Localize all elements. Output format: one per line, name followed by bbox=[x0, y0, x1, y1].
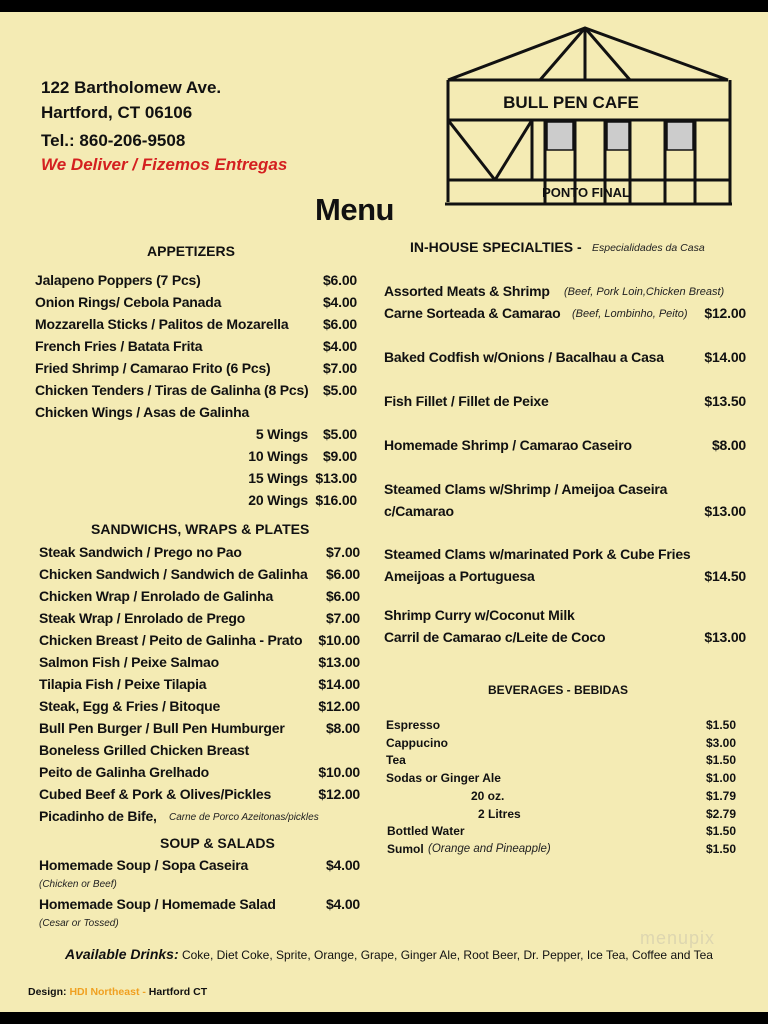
menu-item-name: Steak Sandwich / Prego no Pao bbox=[39, 544, 242, 560]
available-drinks bbox=[65, 946, 713, 962]
beverage-price: $1.50 bbox=[705, 824, 736, 839]
available-drinks-label: Available Drinks: bbox=[65, 946, 179, 962]
menu-item-name: Chicken Breast / Peito de Galinha - Prato bbox=[39, 632, 303, 648]
section-subheading: Especialidades da Casa bbox=[592, 242, 705, 254]
menu-item-price: $12.00 bbox=[318, 786, 360, 802]
wings-price: $9.00 bbox=[322, 448, 357, 464]
bottom-bar bbox=[0, 1012, 768, 1024]
top-bar bbox=[0, 0, 768, 12]
design-city: Hartford CT bbox=[148, 986, 208, 998]
cafe-logo bbox=[440, 22, 740, 212]
beverage-name: Cappucino bbox=[386, 735, 448, 750]
menu-item-note: (Cesar or Tossed) bbox=[39, 918, 119, 929]
beverage-price: $2.79 bbox=[705, 806, 736, 821]
beverage-name: Espresso bbox=[386, 718, 441, 732]
page-title: Menu bbox=[315, 192, 394, 227]
delivery-note: We Deliver / Fizemos Entregas bbox=[41, 155, 288, 174]
phone: Tel.: 860-206-9508 bbox=[41, 131, 186, 150]
specialty-price: $14.00 bbox=[704, 349, 746, 365]
menu-item-price: $10.00 bbox=[318, 764, 360, 780]
menu-item-price: $7.00 bbox=[325, 610, 360, 626]
menu-item-price: $4.00 bbox=[322, 338, 357, 354]
menu-item-name: Boneless Grilled Chicken Breast bbox=[39, 742, 250, 758]
specialty-name-line2: Carne Sorteada & Camarao bbox=[384, 305, 561, 321]
specialty-name-line2: Carril de Camarao c/Leite de Coco bbox=[384, 629, 606, 645]
design-credit bbox=[28, 986, 207, 998]
specialty-name: Assorted Meats & Shrimp bbox=[384, 283, 550, 299]
beverage-price: $1.50 bbox=[705, 841, 736, 856]
beverage-name: Sodas or Ginger Ale bbox=[386, 771, 501, 786]
menu-item-price: $4.00 bbox=[325, 896, 360, 912]
menu-item-price: $14.00 bbox=[318, 676, 360, 692]
menu-item-price: $6.00 bbox=[322, 316, 357, 332]
address-line-2: Hartford, CT 06106 bbox=[41, 103, 193, 122]
logo-name: BULL PEN CAFE bbox=[503, 93, 639, 112]
menu-item-name: French Fries / Batata Frita bbox=[35, 338, 203, 354]
menu-item-note: Carne de Porco Azeitonas/pickles bbox=[169, 812, 319, 823]
specialty-name: Baked Codfish w/Onions / Bacalhau a Casa bbox=[384, 349, 664, 365]
wings-price: $5.00 bbox=[322, 426, 357, 442]
wings-count: 5 Wings bbox=[255, 426, 308, 442]
menu-item-price: $7.00 bbox=[325, 544, 360, 560]
menu-item-price: $5.00 bbox=[322, 382, 357, 398]
section-heading: SANDWICHS, WRAPS & PLATES bbox=[91, 521, 310, 537]
section-heading: BEVERAGES - BEBIDAS bbox=[488, 683, 629, 697]
menu-item-price: $4.00 bbox=[325, 857, 360, 873]
wings-price: $16.00 bbox=[315, 492, 357, 508]
address-line-1: 122 Bartholomew Ave. bbox=[41, 78, 222, 97]
beverage-name: Sumol bbox=[387, 841, 424, 856]
menu-item-price: $12.00 bbox=[318, 698, 360, 714]
design-label: Design: bbox=[28, 986, 67, 998]
menu-item-name: Salmon Fish / Peixe Salmao bbox=[39, 654, 219, 670]
menu-item-price: $6.00 bbox=[322, 272, 357, 288]
beverage-name: Tea bbox=[386, 753, 406, 768]
available-drinks-list: Coke, Diet Coke, Sprite, Orange, Grape, Ginger Ale, Root Beer, Dr. Pepper, Ice Tea, Coffee and Tea bbox=[181, 948, 713, 962]
beverage-name: Bottled Water bbox=[387, 824, 465, 839]
design-separator: - bbox=[139, 986, 149, 998]
menu-item-price: $7.00 bbox=[322, 360, 357, 376]
menu-item-price: $6.00 bbox=[325, 588, 360, 604]
specialty-name: Steamed Clams w/marinated Pork & Cube Fries bbox=[384, 546, 691, 562]
beverage-price: $1.00 bbox=[705, 771, 736, 786]
menu-item-name: Picadinho de Bife, bbox=[39, 808, 157, 824]
beverage-name: 20 oz. bbox=[471, 788, 505, 803]
specialty-name: Fish Fillet / Fillet de Peixe bbox=[384, 393, 549, 409]
menu-item-name: Peito de Galinha Grelhado bbox=[39, 764, 210, 780]
specialty-price: $14.50 bbox=[704, 568, 746, 584]
menu-item-price: $8.00 bbox=[325, 720, 360, 736]
menu-item-name: Chicken Sandwich / Sandwich de Galinha bbox=[39, 566, 308, 582]
section-heading: IN-HOUSE SPECIALTIES - bbox=[410, 239, 582, 255]
wings-price: $13.00 bbox=[315, 470, 357, 486]
logo-subtitle: PONTO FINAL bbox=[542, 185, 630, 200]
menu-item-name: Fried Shrimp / Camarao Frito (6 Pcs) bbox=[35, 360, 271, 376]
menu-item-price: $6.00 bbox=[325, 566, 360, 582]
menu-item-name: Onion Rings/ Cebola Panada bbox=[35, 294, 222, 310]
menu-item-name: Cubed Beef & Pork & Olives/Pickles bbox=[39, 786, 272, 802]
specialty-price: $12.00 bbox=[704, 305, 746, 321]
beverage-price: $1.50 bbox=[705, 753, 736, 768]
specialty-note: (Beef, Pork Loin,Chicken Breast) bbox=[564, 286, 725, 298]
specialty-price: $8.00 bbox=[711, 437, 746, 453]
menu-item-name: Jalapeno Poppers (7 Pcs) bbox=[35, 272, 201, 288]
watermark: menupix bbox=[640, 928, 716, 948]
specialty-price: $13.00 bbox=[704, 629, 746, 645]
beverage-price: $1.79 bbox=[705, 788, 736, 803]
section-heading: SOUP & SALADS bbox=[160, 835, 275, 851]
menu-item-name: Mozzarella Sticks / Palitos de Mozarella bbox=[35, 316, 289, 332]
beverage-name: 2 Litres bbox=[478, 806, 521, 821]
menu-item-name: Steak Wrap / Enrolado de Prego bbox=[39, 610, 246, 626]
menu-item-name: Bull Pen Burger / Bull Pen Humburger bbox=[39, 720, 285, 736]
menu-item-name: Homemade Soup / Homemade Salad bbox=[39, 896, 276, 912]
specialty-name: Shrimp Curry w/Coconut Milk bbox=[384, 607, 575, 623]
specialty-note: (Beef, Lombinho, Peito) bbox=[572, 308, 688, 320]
specialty-name-line2: Ameijoas a Portuguesa bbox=[384, 568, 535, 584]
beverage-note: (Orange and Pineapple) bbox=[428, 842, 551, 855]
menu-item-name: Chicken Wrap / Enrolado de Galinha bbox=[39, 588, 274, 604]
beverage-price: $1.50 bbox=[705, 718, 736, 732]
specialty-price: $13.00 bbox=[704, 503, 746, 519]
menu-item-note: (Chicken or Beef) bbox=[39, 879, 117, 890]
design-company: HDI Northeast bbox=[69, 986, 140, 998]
menu-item-price: $13.00 bbox=[318, 654, 360, 670]
specialty-name: Steamed Clams w/Shrimp / Ameijoa Caseira bbox=[384, 481, 668, 497]
wings-count: 10 Wings bbox=[248, 448, 308, 464]
menu-item-name: Steak, Egg & Fries / Bitoque bbox=[39, 698, 221, 714]
menu-item-price: $4.00 bbox=[322, 294, 357, 310]
menu-item-name: Chicken Tenders / Tiras de Galinha (8 Pcs) bbox=[35, 382, 309, 398]
specialty-name: Homemade Shrimp / Camarao Caseiro bbox=[384, 437, 632, 453]
menu-item-name: Tilapia Fish / Peixe Tilapia bbox=[39, 676, 207, 692]
beverage-price: $3.00 bbox=[705, 735, 736, 750]
menu-item-name: Homemade Soup / Sopa Caseira bbox=[39, 857, 249, 873]
wings-count: 20 Wings bbox=[248, 492, 308, 508]
menu-item-price: $10.00 bbox=[318, 632, 360, 648]
specialty-price: $13.50 bbox=[704, 393, 746, 409]
wings-count: 15 Wings bbox=[248, 470, 308, 486]
specialty-name-line2: c/Camarao bbox=[384, 503, 454, 519]
section-heading: APPETIZERS bbox=[147, 243, 235, 259]
menu-item-name: Chicken Wings / Asas de Galinha bbox=[35, 404, 250, 420]
